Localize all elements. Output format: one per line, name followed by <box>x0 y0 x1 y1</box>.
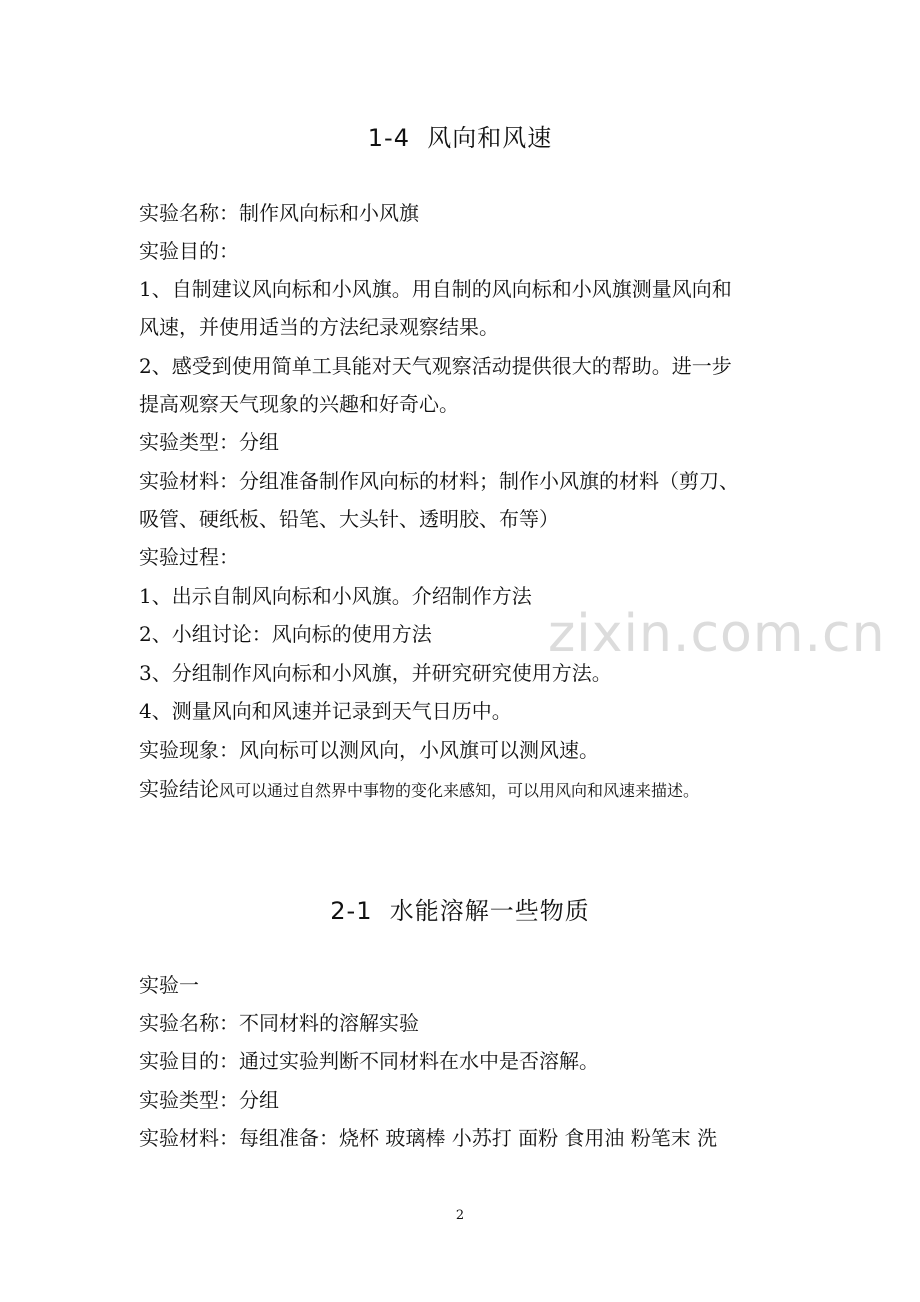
text-line: 4、测量风向和风速并记录到天气日历中。 <box>139 699 512 723</box>
text-line: 实验材料：每组准备：烧杯 玻璃棒 小苏打 面粉 食用油 粉笔末 洗 <box>139 1126 718 1150</box>
text-line: 实验现象：风向标可以测风向，小风旗可以测风速。 <box>139 738 599 762</box>
conclusion-label: 实验结论 <box>139 777 219 801</box>
text-line: 吸管、硬纸板、铅笔、大头针、透明胶、布等） <box>139 507 559 531</box>
text-line: 实验目的： <box>139 239 239 263</box>
section-title-2-1: 2-1 水能溶解一些物质 <box>330 897 590 925</box>
text-line: 风速，并使用适当的方法纪录观察结果。 <box>139 315 499 339</box>
text-line: 实验类型：分组 <box>139 1088 279 1112</box>
page-number: 2 <box>455 1208 465 1223</box>
text-line: 实验目的：通过实验判断不同材料在水中是否溶解。 <box>139 1049 599 1073</box>
watermark: zixin.com.cn <box>548 604 886 664</box>
text-line: 2、感受到使用简单工具能对天气观察活动提供很大的帮助。进一步 <box>139 354 732 378</box>
text-line: 提高观察天气现象的兴趣和好奇心。 <box>139 392 459 416</box>
conclusion-line <box>139 775 699 805</box>
conclusion-text: 风可以通过自然界中事物的变化来感知，可以用风向和风速来描述。 <box>219 781 700 800</box>
text-line: 实验名称：不同材料的溶解实验 <box>139 1011 419 1035</box>
text-line: 实验类型：分组 <box>139 430 279 454</box>
text-line: 实验过程： <box>139 545 239 569</box>
text-line: 实验名称：制作风向标和小风旗 <box>139 201 419 225</box>
text-line: 1、出示自制风向标和小风旗。介绍制作方法 <box>139 584 532 608</box>
text-line: 实验一 <box>139 973 199 997</box>
text-line: 实验材料：分组准备制作风向标的材料；制作小风旗的材料（剪刀、 <box>139 469 739 493</box>
section-title-1-4: 1-4 风向和风速 <box>367 124 553 152</box>
text-line: 2、小组讨论：风向标的使用方法 <box>139 622 432 646</box>
text-line: 3、分组制作风向标和小风旗，并研究研究使用方法。 <box>139 661 612 685</box>
text-line: 1、自制建议风向标和小风旗。用自制的风向标和小风旗测量风向和 <box>139 277 732 301</box>
